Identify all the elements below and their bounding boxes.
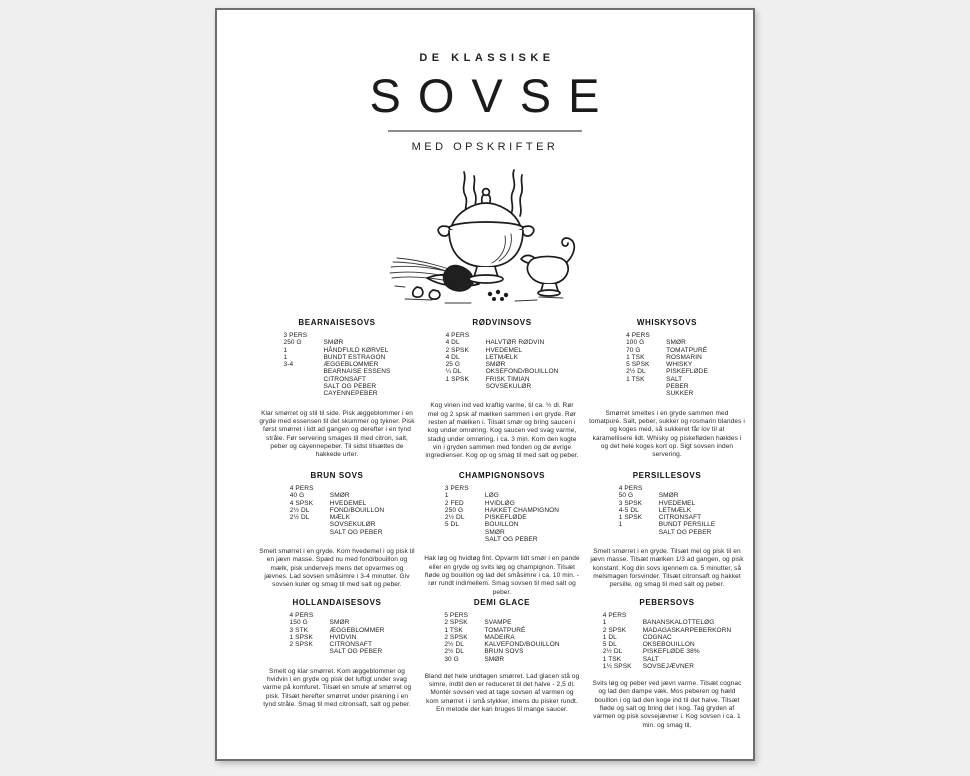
ingredient-quantity: 250 G [444,506,464,514]
poster-subtitle: MED OPSKRIFTER [411,141,559,153]
ingredient-name: SMØR [666,339,686,347]
ingredient-row [619,492,716,499]
ingredient-row [284,354,391,361]
ingredient-quantity: 5 SPSK [626,361,650,369]
ingredient-row [603,663,732,670]
ingredient-quantity [626,390,666,397]
recipe-instructions: Smelt smørret i en gryde. Kom hvedemel i og pisk til en jævn masse. Spæd nu med fond/bouillon og mælk, pisk undervejs mens det opvarmes og jævnes. Lad sovsen småsimre i 3-4 minutter. Giv sovsen kulør og smag til med salt og peber. [259,548,415,589]
ingredient-quantity: 40 G [289,492,305,500]
ingredient-quantity: 1½ SPSK [602,663,632,671]
recipe-title: DEMI GLACE [473,598,531,607]
ingredient-name: SALT [666,375,683,383]
steam-lines-right2 [520,175,522,216]
recipe-card [587,318,747,471]
ingredient-row [446,361,559,368]
ingredient-name: SALT OG PEBER [329,528,383,536]
ingredient-name: WHISKY [666,361,693,369]
ingredient-name: PISKEFLØDE [666,368,708,376]
ingredient-name: CITRONSAFT [329,641,373,649]
ingredient-name: HALVTØR RØDVIN [485,339,545,347]
ingredient-quantity: 2½ DL [626,368,646,376]
ingredient-list [626,332,708,398]
garlic-clove2 [429,290,440,299]
ingredient-name: SOVSEJÆVNER [642,663,695,671]
ingredient-quantity: 30 G [444,655,459,663]
ingredient-quantity [290,529,330,536]
ingredient-quantity: 1 [283,353,288,361]
ingredient-name: SOVSEKULØR [329,521,376,529]
ingredient-quantity [445,536,485,543]
recipe-instructions: Bland det hele undtagen smørret. Lad glacen stå og simre, indtil den er reduceret til det halve - 2,5 dl. Montér sovsen ved at tage sovsen af varmen og kom smørret i i små stykker, imens du pisker rundt. En metode der kan bruges til mange saucer. [424,672,580,713]
ingredient-row [445,500,559,507]
ingredient-name: SALT [642,655,659,663]
ingredient-row [603,634,732,641]
recipe-card [257,471,417,598]
recipe-title: CHAMPIGNONSOVS [458,471,546,480]
recipe-title: HOLLANDAISESOVS [292,598,382,607]
recipe-instructions: Klar smørret og stil til side. Pisk æggeblommer i en gryde med essensen til det skummer og tykner. Pisk først smørret i lidt ad gangen og derefter i en tynd stråle. Før servering smages til med citron, salt, peber og cayennepeber. Til sidst tilsættes de hakkede urter. [259,409,415,459]
tureen-handle-left [438,226,449,236]
ingredient-name: HVEDEMEL [329,499,367,507]
ingredient-row [290,514,384,521]
ingredient-quantity [445,529,485,536]
ingredient-quantity: 1 [444,492,449,500]
ingredient-name: SVAMPE [484,619,512,627]
gravy-boat-base [538,290,560,296]
recipe-card [422,318,582,471]
ingredient-quantity: 1 TSK [444,626,463,634]
ingredient-quantity: 1 [602,619,607,627]
ingredient-row [284,376,391,383]
recipe-servings: 3 PERS [444,485,469,492]
ingredient-name: PISKEFLØDE [484,514,527,522]
peppercorn [496,290,500,294]
ingredient-row [626,354,708,361]
ingredient-quantity: 1 [618,521,623,529]
ingredient-quantity: 4 DL [445,339,460,347]
recipe-card [257,598,417,730]
ingredient-quantity: 2 SPSK [602,626,627,634]
ingredient-quantity: 250 G [283,339,302,347]
ingredient-quantity: 5 DL [602,641,617,649]
ingredient-quantity: 4-5 DL [618,506,639,514]
ingredient-name: ROSMARIN [666,353,702,361]
ingredient-quantity: 2½ DL [444,514,465,522]
ingredient-name: SMØR [484,655,505,663]
recipe-servings: 4 PERS [602,612,627,619]
ingredient-name: BUNDT ESTRAGON [323,353,386,361]
ingredient-row [446,347,559,354]
ingredient-quantity: 150 G [289,619,308,627]
recipe-title: WHISKYSOVS [636,318,698,327]
recipe-servings: 3 PERS [283,332,308,339]
recipe-servings: 4 PERS [289,612,314,619]
ingredient-quantity: 5 DL [444,521,460,529]
ingredient-row [603,627,732,634]
ingredient-row [290,492,384,499]
ingredient-row [444,656,559,663]
ingredient-quantity: 4 DL [445,353,460,361]
ingredient-name: LETMÆLK [658,506,692,514]
gravy-boat-body [527,257,568,285]
ingredient-quantity: 25 G [445,361,461,369]
ingredient-row [619,521,716,528]
ground-stroke [515,300,537,301]
ingredient-quantity: 1 TSK [626,375,645,383]
ingredient-quantity: 2½ DL [289,514,310,522]
ingredient-name: KALVEFOND/BOUILLON [484,641,560,649]
ingredient-row [284,390,391,397]
ingredient-quantity: ¼ DL [445,368,462,376]
ingredient-quantity: 2 SPSK [445,346,469,354]
recipe-instructions: Kog vinen ind ved kraftig varme, til ca. ½ dl. Rør mel og 2 spsk af mælken sammen i en gryde. Rør resten af mælken i. Tilsæt smør og bring saucen i kog under omrøring. Kog saucen ved svag varme, stadig under omrøring, i ca. 3 min. Kom den kogte vin i gryden sammen med fonden og de øvrige ingredienser. Kog op og smag til med salt og peber. [425,402,579,460]
ingredient-name: BOUILLON [484,521,519,529]
ingredient-quantity: 1 SPSK [445,375,469,383]
title-divider [388,130,582,132]
ingredient-quantity [284,376,324,383]
ingredient-name: SMØR [485,361,506,369]
ingredient-row [445,536,559,543]
recipe-servings: 4 PERS [618,485,643,492]
recipe-instructions: Smelt og klar smørret. Kom æggeblommer og hvidvin i en gryde og pisk det luftigt under svag varme på komfuret. Tilsæt en smule af smørret og pisk. Tilsæt herefter smørret under piskning i en tynd stråle. Smag til med citronsaft, salt og peber. [262,667,412,708]
ingredient-list [290,612,385,656]
steam-lines-right [511,170,514,214]
recipe-grid [257,318,747,730]
ingredient-name: MADAGASKARPEBERKORN [642,626,732,634]
ingredient-name: PEBER [666,383,689,391]
ingredient-quantity: 2 SPSK [289,641,313,649]
ingredient-quantity: 70 G [626,346,641,354]
ingredient-row [445,529,559,536]
ingredient-row [445,514,559,521]
ingredient-row [603,648,732,655]
ingredient-name: LETMÆLK [485,353,519,361]
recipe-title: PERSILLESOVS [632,471,702,480]
ingredient-row [290,529,384,536]
ingredient-row [626,339,708,346]
ingredient-name: MADEIRA [484,633,515,641]
peppercorn [492,297,496,301]
peppercorn [488,292,492,296]
ingredient-name: SALT OG PEBER [323,383,377,391]
ingredient-quantity: 3 SPSK [618,499,643,507]
ingredient-row [284,361,391,368]
ingredient-row [445,521,559,528]
ingredient-row [626,347,708,354]
ingredient-name: TOMATPURÉ [666,346,708,354]
recipe-instructions: Svits løg og peber ved jævn varme. Tilsæt cognac og lad den dampe væk. Mos peberen og hæld bouillon i og lad den koge ind til det halve. Tilsæt fløde og salt og bring det i kog. Tag gryden af varmen og pisk sovsejævner i. Kog sovsen i ca. 1 min. og smag til. [592,680,742,729]
ingredient-name: CITRONSAFT [323,375,367,383]
ingredient-name: HVIDLØG [484,499,515,507]
recipe-servings: 5 PERS [444,612,469,619]
recipe-servings: 4 PERS [445,332,470,339]
ingredient-row [619,507,716,514]
recipe-instructions: Hak løg og hvidløg fint. Opvarm lidt smør i en pande eller en gryde og svits løg og champignon. Tilsæt fløde og bouillon og lad det småsimre i ca. 10 min. - rør rundt indimellem. Smag sovsen til med salt og peber. [424,555,580,596]
ingredient-name: SALT OG PEBER [484,536,538,544]
ingredient-row [284,347,391,354]
ingredient-quantity: 100 G [626,339,645,347]
ingredient-name: ÆGGEBLOMMER [323,361,379,369]
ingredient-quantity: 1 SPSK [618,514,643,522]
ground-stroke [405,299,432,300]
recipe-card [587,598,747,730]
ingredient-quantity: 1 TSK [602,655,622,663]
ingredient-row [446,339,559,346]
lid-knob-ball [483,189,490,196]
recipe-title: PEBERSOVS [639,598,695,607]
ingredient-row [446,368,559,375]
recipe-instructions: Smørret smeltes i en gryde sammen med tomatpuré. Salt, peber, sukker og rosmarin blandes i og koges med, så sukkeret får lov til at karamellisere lidt. Whisky og piskefløden hældes i og det hele koges kort op. Sigt sovsen inden servering. [589,409,745,459]
ingredient-name: BEARNAISE ESSENS [323,368,391,376]
ingredient-list [446,332,559,390]
ingredient-name: SALT OG PEBER [658,528,712,536]
ingredient-name: OKSEBOUILLON [642,641,695,649]
ingredient-quantity [284,368,324,375]
garlic-clove [413,287,423,297]
ingredient-name: CITRONSAFT [658,514,702,522]
ingredient-quantity: 50 G [618,492,634,500]
ingredient-row [444,619,559,626]
ingredient-row [603,619,732,626]
ingredient-name: SMØR [658,492,679,500]
ingredient-row [626,368,708,375]
ingredient-row [603,656,732,663]
recipe-title: BEARNAISESOVS [298,318,376,327]
ingredient-list [444,612,559,663]
ingredient-row [290,648,385,655]
ingredient-name: MÆLK [329,514,351,522]
ingredient-name: ÆGGEBLOMMER [329,626,385,634]
ingredient-row [619,529,716,536]
ingredient-quantity: 2 SPSK [444,633,468,641]
ingredient-name: SMØR [484,528,505,536]
ingredient-name: OKSEFOND/BOUILLON [485,368,559,376]
ingredient-row [290,634,385,641]
ingredient-quantity: 1 DL [602,633,617,641]
ingredient-row [626,376,708,383]
peppercorn [500,297,504,301]
ingredient-quantity: 2½ DL [444,648,464,656]
ingredient-row [284,339,391,346]
peppercorn [504,293,508,297]
ingredient-quantity: 1 [283,346,288,354]
ingredient-quantity [284,383,324,390]
recipe-servings: 4 PERS [626,332,650,339]
ingredient-row [290,641,385,648]
recipe-card [257,318,417,471]
ingredient-row [290,521,384,528]
recipe-servings: 4 PERS [289,485,314,492]
ingredient-quantity: 4 SPSK [289,499,314,507]
ingredient-quantity: 2 FED [444,499,464,507]
ingredient-list [603,612,732,670]
ingredient-list [619,485,716,536]
ingredient-quantity [290,648,330,655]
ingredient-row [446,383,559,390]
ingredient-name: BRUN SOVS [484,648,524,656]
ingredient-row [444,627,559,634]
ingredient-quantity: 3-4 [283,361,294,369]
ingredient-quantity: 2½ DL [444,641,464,649]
ground-stroke [395,286,405,287]
ingredient-row [290,619,385,626]
recipe-title: RØDVINSOVS [472,318,532,327]
ingredient-name: HAKKET CHAMPIGNON [484,506,560,514]
recipe-card [422,598,582,730]
ingredient-name: SUKKER [666,390,694,398]
poster-title: SOVSE [369,69,617,122]
ingredient-name: COGNAC [642,633,672,641]
ingredient-name: SMØR [329,619,350,627]
ingredient-row [626,390,708,397]
ingredient-list [284,332,391,398]
ingredient-quantity: 2½ DL [602,648,623,656]
ingredient-row [446,354,559,361]
recipe-instructions: Smelt smørret i en gryde. Tilsæt mel og pisk til en jævn masse. Tilsæt mælken 1/3 ad gangen, og pisk konstant. Kog din sovs igennem ca. 5 minutter, så melsmagen forsvinder. Tilsæt citronsaft og hakket persille, og smag til med salt og peber. [590,548,744,589]
ingredient-row [619,514,716,521]
ingredient-name: HVEDEMEL [485,346,523,354]
ingredient-name: CAYENNEPEBER [323,390,378,398]
ingredient-name: TOMATPURÉ [484,626,526,634]
ingredient-name: FRISK TIMIAN [485,375,530,383]
ingredient-name: HVEDEMEL [658,499,696,507]
ingredient-quantity [284,390,324,397]
recipe-title: BRUN SOVS [310,471,364,480]
ingredient-quantity: 3 STK [289,626,309,634]
recipe-card [587,471,747,598]
recipe-card [422,471,582,598]
ingredient-quantity [446,383,486,390]
ingredient-name: SMØR [329,492,350,500]
ingredient-row [284,383,391,390]
ingredient-row [444,648,559,655]
ingredient-row [284,368,391,375]
ingredient-name: FOND/BOUILLON [329,506,385,514]
ingredient-row [619,500,716,507]
ingredient-row [626,383,708,390]
ingredient-quantity [290,521,330,528]
ingredient-name: HVIDVIN [329,633,357,641]
ingredient-name: BANANSKALOTTELØG [642,619,715,627]
ingredient-list [290,485,384,536]
ingredient-quantity: 2½ DL [289,506,310,514]
ingredient-quantity: 1 SPSK [289,633,313,641]
ingredient-name: SALT OG PEBER [329,648,383,656]
ground-stroke [539,297,563,298]
sauce-recipe-poster [215,8,755,761]
ingredient-list [445,485,559,543]
tureen-body [449,230,523,267]
gravy-boat-handle [562,238,574,262]
tureen-handle-right [523,226,534,236]
ingredient-quantity: 1 TSK [626,353,645,361]
ingredient-quantity [619,529,659,536]
ingredient-name: HÅNDFULD KØRVEL [323,346,389,354]
ingredient-quantity: 2 SPSK [444,619,468,627]
poster-eyebrow: DE KLASSISKE [419,52,555,64]
ingredient-name: SOVSEKULØR [485,383,532,391]
ingredient-row [445,492,559,499]
ingredient-name: SMØR [323,339,344,347]
ingredient-row [290,500,384,507]
ingredient-row [290,627,385,634]
soup-tureen-illustration [217,166,753,307]
ingredient-name: BUNDT PERSILLE [658,521,716,529]
ingredient-name: LØG [484,492,499,500]
ingredient-name: PISKEFLØDE 38% [642,648,700,656]
ingredient-row [446,376,559,383]
ingredient-quantity [626,383,666,390]
tureen-foot-base [469,275,503,283]
